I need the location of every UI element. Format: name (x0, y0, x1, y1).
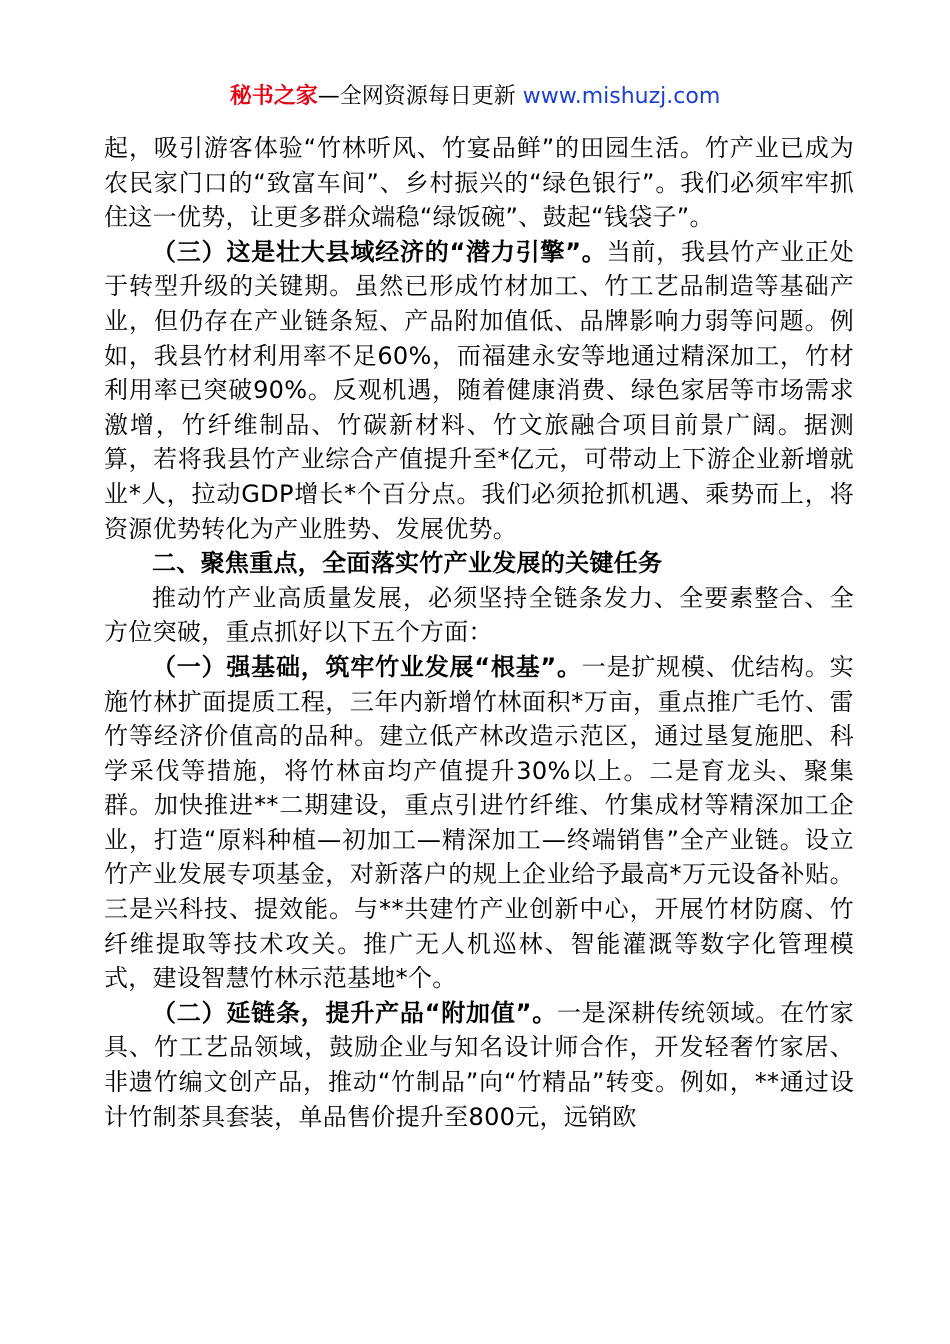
page-header (0, 82, 950, 112)
paragraph-4 (104, 650, 854, 996)
header-url[interactable]: www.mishuzj.com (522, 84, 721, 109)
paragraph-text: 一是深耕传统领域。在竹家具、竹工艺品领域，鼓励企业与知名设计师合作，开发轻奢竹家居、非遗竹编文创产品，推动“竹制品”向“竹精品”转变。例如，**通过设计竹制茶具套装，单品售价提升至800元，远销欧 (104, 998, 854, 1131)
paragraph-text: 当前，我县竹产业正处于转型升级的关键期。虽然已形成竹材加工、竹工艺品制造等基础产业，但仍存在产业链条短、产品附加值低、品牌影响力弱等问题。例如，我县竹材利用率不足60%，而福建永安等地通过精深加工，竹材利用率已突破90%。反观机遇，随着健康消费、绿色家居等市场需求激增，竹纤维制品、竹碳新材料、竹文旅融合项目前景广阔。据测算，若将我县竹产业综合产值提升至*亿元，可带动上下游企业新增就业*人，拉动GDP增长*个百分点。我们必须抢抓机遇、乘势而上，将资源优势转化为产业胜势、发展优势。 (104, 237, 854, 543)
brand-name: 秘书之家 (229, 84, 318, 109)
paragraph-2 (104, 235, 854, 546)
paragraph-3 (104, 581, 854, 650)
paragraph-text: 一是扩规模、优结构。实施竹林扩面提质工程，三年内新增竹林面积*万亩，重点推广毛竹、雷竹等经济价值高的品种。建立低产林改造示范区，通过垦复施肥、科学采伐等措施，将竹林亩均产值提升30%以上。二是育龙头、聚集群。加快推进**二期建设，重点引进竹纤维、竹集成材等精深加工企业，打造“原料种植—初加工—精深加工—终端销售”全产业链。设立竹产业发展专项基金，对新落户的规上企业给予最高*万元设备补贴。三是兴科技、提效能。与**共建竹产业创新中心，开展竹材防腐、竹纤维提取等技术攻关。推广无人机巡林、智能灌溉等数字化管理模式，建设智慧竹林示范基地*个。 (104, 652, 854, 993)
paragraph-lead: （三）这是壮大县域经济的“潜力引擎”。 (152, 237, 607, 266)
paragraph-text: 推动竹产业高质量发展，必须坚持全链条发力、全要素整合、全方位突破，重点抓好以下五个方面： (104, 583, 854, 647)
header-slogan: —全网资源每日更新 (317, 84, 523, 109)
paragraph-lead: （二）延链条，提升产品“附加值”。 (152, 998, 557, 1027)
paragraph-lead: （一）强基础，筑牢竹业发展“根基”。 (152, 652, 582, 681)
paragraph-1 (104, 131, 854, 235)
paragraph-text: 起，吸引游客体验“竹林听风、竹宴品鲜”的田园生活。竹产业已成为农民家门口的“致富车间”、乡村振兴的“绿色银行”。我们必须牢牢抓住这一优势，让更多群众端稳“绿饭碗”、鼓起“钱袋子”。 (104, 134, 854, 232)
paragraph-5 (104, 996, 854, 1134)
section-heading: 二、聚焦重点，全面落实竹产业发展的关键任务 (152, 549, 663, 578)
document-body (104, 131, 854, 1134)
